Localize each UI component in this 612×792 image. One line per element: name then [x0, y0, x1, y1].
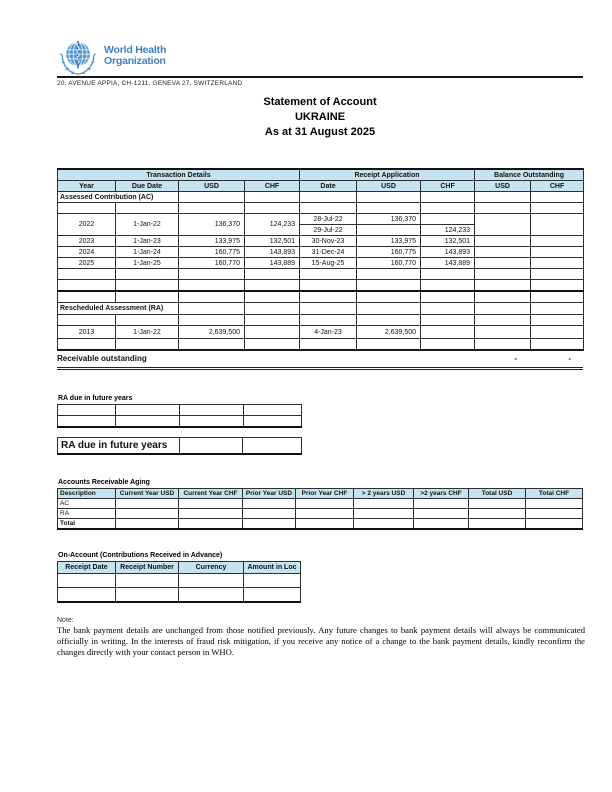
aging-col-2years-usd: > 2 years USD: [354, 489, 414, 499]
col-receipt-chf: CHF: [421, 181, 475, 192]
cell-receipt-date: 30-Nov-23: [300, 236, 357, 247]
aging-col-description: Description: [58, 489, 116, 499]
cell-chf: 132,501: [245, 236, 300, 247]
empty-row: [58, 291, 584, 303]
ra-future-small-label: RA due in future years: [58, 395, 133, 402]
group-balance-outstanding: Balance Outstanding: [475, 169, 584, 181]
cell-receipt-chf: 124,233: [421, 225, 475, 236]
col-balance-chf: CHF: [531, 181, 584, 192]
cell-year: 2025: [58, 258, 116, 269]
aging-col-current-usd: Current Year USD: [116, 489, 179, 499]
empty-row: [58, 416, 302, 428]
doc-country: UKRAINE: [294, 111, 346, 123]
group-header-row: [58, 169, 584, 181]
empty-row: [58, 280, 584, 292]
ac-row-2022a: [58, 214, 584, 225]
cell-usd: 2,639,500: [179, 326, 245, 339]
org-name-line1: World Health: [104, 44, 167, 56]
receivable-outstanding-row: [57, 350, 583, 370]
cell-receipt-usd: 160,775: [357, 247, 421, 258]
ac-row-2024: [58, 247, 584, 258]
doc-date: As at 31 August 2025: [264, 126, 376, 138]
cell-receipt-date: 15-Aug-25: [300, 258, 357, 269]
aging-col-prior-chf: Prior Year CHF: [296, 489, 354, 499]
statement-table: [57, 168, 584, 351]
col-balance-usd: USD: [475, 181, 531, 192]
aging-col-total-usd: Total USD: [469, 489, 526, 499]
receivable-label: Receivable outstanding: [57, 354, 147, 363]
empty-row: [58, 315, 584, 326]
cell-due-date: 1-Jan-23: [116, 236, 179, 247]
ra-section-label: Rescheduled Assessment (RA): [58, 303, 179, 315]
cell-due-date: 1-Jan-22: [116, 214, 179, 236]
cell-receipt-date: 29-Jul-22: [300, 225, 357, 236]
col-date: Date: [300, 181, 357, 192]
ra-section-row: [58, 303, 584, 315]
ra-future-table: [57, 404, 302, 428]
cell-receipt-date: 31-Dec-24: [300, 247, 357, 258]
cell-chf: 143,893: [245, 247, 300, 258]
ac-section-row: [58, 192, 584, 203]
receivable-chf: -: [568, 354, 571, 363]
cell-receipt-usd: 160,770: [357, 258, 421, 269]
group-transaction-details: Transaction Details: [58, 169, 300, 181]
col-chf: CHF: [245, 181, 300, 192]
org-name: [104, 45, 166, 67]
note-label: Note:: [57, 617, 74, 624]
org-name-line2: Organization: [104, 55, 166, 67]
note-body: The bank payment details are unchanged from those notified previously. Any future changes to bank payment details will always be communicated officially in writing. In the interests of fraud risk mitigation, if you receive any notice of a change to the bank payment details, kindly reconfirm the changes directly with your contact person in WHO.: [57, 625, 585, 657]
cell-due-date: 1-Jan-25: [116, 258, 179, 269]
col-receipt-usd: USD: [357, 181, 421, 192]
cell-usd: 133,975: [179, 236, 245, 247]
org-address: 20, AVENUE APPIA, CH-1211, GENEVA 27, SWITZERLAND: [57, 80, 243, 87]
cell-receipt-usd: 133,975: [357, 236, 421, 247]
cell-chf: 143,889: [245, 258, 300, 269]
on-account-header-row: [58, 562, 301, 574]
cell-receipt-usd: 136,370: [357, 214, 421, 225]
header-divider: [57, 76, 583, 78]
cell-year: 2024: [58, 247, 116, 258]
onacct-col-receipt-number: Receipt Number: [116, 562, 179, 574]
ra-future-total-row: [57, 437, 302, 455]
aging-header-row: [58, 489, 583, 499]
cell-usd: 136,370: [179, 214, 245, 236]
receivable-usd: -: [514, 354, 517, 363]
cell-receipt-chf: 132,501: [421, 236, 475, 247]
ra-future-big-label: RA due in future years: [58, 438, 180, 455]
aging-col-total-chf: Total CHF: [526, 489, 583, 499]
group-receipt-application: Receipt Application: [300, 169, 475, 181]
aging-row-label: AC: [58, 499, 116, 509]
aging-col-prior-usd: Prior Year USD: [243, 489, 296, 499]
cell-chf: 124,233: [245, 214, 300, 236]
aging-row-total: [58, 519, 583, 530]
empty-row: [58, 203, 584, 214]
column-header-row: [58, 181, 584, 192]
aging-col-2years-chf: >2 years CHF: [414, 489, 469, 499]
onacct-col-currency: Currency: [179, 562, 244, 574]
onacct-col-amount: Amount in Loc: [244, 562, 301, 574]
cell-year: 2022: [58, 214, 116, 236]
col-usd: USD: [179, 181, 245, 192]
on-account-label: On-Account (Contributions Received in Advance): [58, 552, 223, 559]
col-year: Year: [58, 181, 116, 192]
aging-row-ac: [58, 499, 583, 509]
cell-receipt-date: 28-Jul-22: [300, 214, 357, 225]
ac-row-2023: [58, 236, 584, 247]
aging-table: [57, 488, 583, 530]
cell-receipt-chf: 143,893: [421, 247, 475, 258]
onacct-col-receipt-date: Receipt Date: [58, 562, 116, 574]
aging-row-label: Total: [58, 519, 116, 530]
cell-due-date: 1-Jan-24: [116, 247, 179, 258]
cell-usd: 160,775: [179, 247, 245, 258]
aging-label: Accounts Receivable Aging: [58, 479, 150, 486]
cell-receipt-usd: 2,639,500: [357, 326, 421, 339]
empty-row: [58, 339, 584, 351]
ra-row-2013: [58, 326, 584, 339]
empty-row: [58, 588, 301, 603]
cell-usd: 160,770: [179, 258, 245, 269]
on-account-table: [57, 561, 301, 603]
col-due-date: Due Date: [116, 181, 179, 192]
empty-row: [58, 405, 302, 416]
cell-receipt-chf: 143,889: [421, 258, 475, 269]
who-emblem-icon: [59, 39, 97, 81]
aging-row-ra: [58, 509, 583, 519]
cell-year: 2023: [58, 236, 116, 247]
aging-col-current-chf: Current Year CHF: [179, 489, 243, 499]
cell-due-date: 1-Jan-22: [116, 326, 179, 339]
cell-year: 2013: [58, 326, 116, 339]
ac-section-label: Assessed Contribution (AC): [58, 192, 179, 203]
cell-receipt-date: 4-Jan-23: [300, 326, 357, 339]
ac-row-2025: [58, 258, 584, 269]
empty-row: [58, 574, 301, 588]
aging-row-label: RA: [58, 509, 116, 519]
empty-row: [58, 269, 584, 280]
doc-title: Statement of Account: [263, 96, 377, 108]
